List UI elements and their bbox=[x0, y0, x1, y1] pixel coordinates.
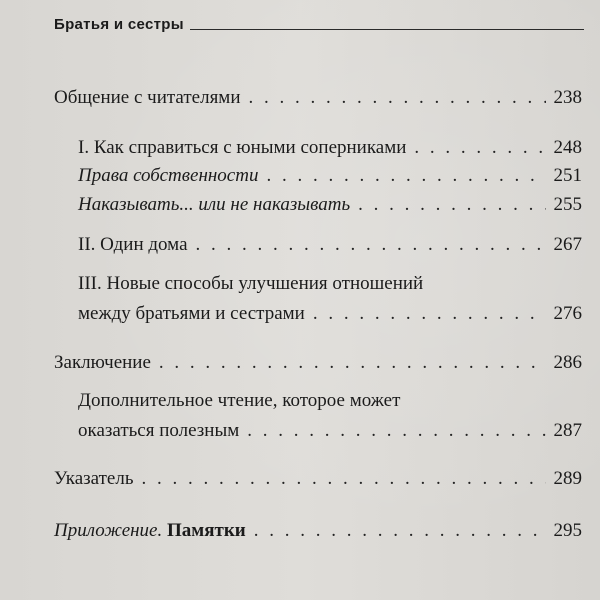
toc-page-number: 238 bbox=[553, 87, 582, 108]
toc-page-number: 251 bbox=[553, 165, 582, 186]
toc-page-number: 295 bbox=[553, 520, 582, 541]
toc-entry-nakazyvat bbox=[78, 193, 582, 217]
toc-entry-sopernikami bbox=[78, 136, 582, 160]
toc-entry-odin-doma bbox=[78, 233, 582, 257]
toc-page-number: 289 bbox=[553, 468, 582, 489]
toc-entry-title: Указатель bbox=[54, 468, 134, 489]
dot-leader bbox=[266, 164, 545, 188]
toc-page-number: 287 bbox=[553, 420, 582, 441]
running-head-rule bbox=[190, 29, 584, 30]
running-head-title: Братья и сестры bbox=[54, 16, 184, 33]
toc-entry-title: II. Один дома bbox=[78, 234, 188, 255]
toc-entry-ukazatel bbox=[54, 467, 582, 491]
toc-entry-title bbox=[54, 519, 246, 543]
toc-entry-title: оказаться полезным bbox=[78, 420, 240, 441]
dot-leader bbox=[142, 467, 546, 491]
toc-entry-dop-line1: Дополнительное чтение, которое может bbox=[78, 390, 401, 411]
toc-page-number: 267 bbox=[553, 234, 582, 255]
toc-entry-title: Общение с читателями bbox=[54, 87, 241, 108]
toc-entry-title: Наказывать... или не наказывать bbox=[78, 194, 351, 215]
dot-leader bbox=[358, 193, 545, 217]
toc-entry-zakluchenie bbox=[54, 351, 582, 375]
toc-entry-novye bbox=[78, 302, 582, 326]
dot-leader bbox=[414, 136, 545, 160]
dot-leader bbox=[313, 302, 546, 326]
dot-leader bbox=[254, 519, 546, 543]
toc-entry-novye-line1: III. Новые способы улучшения отношений bbox=[78, 273, 424, 294]
toc-entry-title: I. Как справиться с юными соперниками bbox=[78, 137, 407, 158]
toc-entry-title-italic: Приложение. bbox=[54, 520, 163, 541]
toc-page-number: 286 bbox=[553, 352, 582, 373]
dot-leader bbox=[249, 86, 546, 110]
toc-entry-title: Права собственности bbox=[78, 165, 259, 186]
toc-page-number: 248 bbox=[553, 137, 582, 158]
dot-leader bbox=[247, 419, 545, 443]
running-head bbox=[54, 10, 584, 34]
dot-leader bbox=[196, 233, 546, 257]
toc-entry-title: Заключение bbox=[54, 352, 151, 373]
toc-page-number: 255 bbox=[553, 194, 582, 215]
toc-entry-title: между братьями и сестрами bbox=[78, 303, 305, 324]
toc-entry-prilozhenie bbox=[54, 519, 582, 543]
toc-entry-title-bold: Памятки bbox=[166, 520, 246, 541]
toc-entry-prava bbox=[78, 164, 582, 188]
toc-entry-dop bbox=[78, 419, 582, 443]
dot-leader bbox=[159, 351, 546, 375]
toc-entry-obshchenie bbox=[54, 86, 582, 110]
toc-page-number: 276 bbox=[553, 303, 582, 324]
